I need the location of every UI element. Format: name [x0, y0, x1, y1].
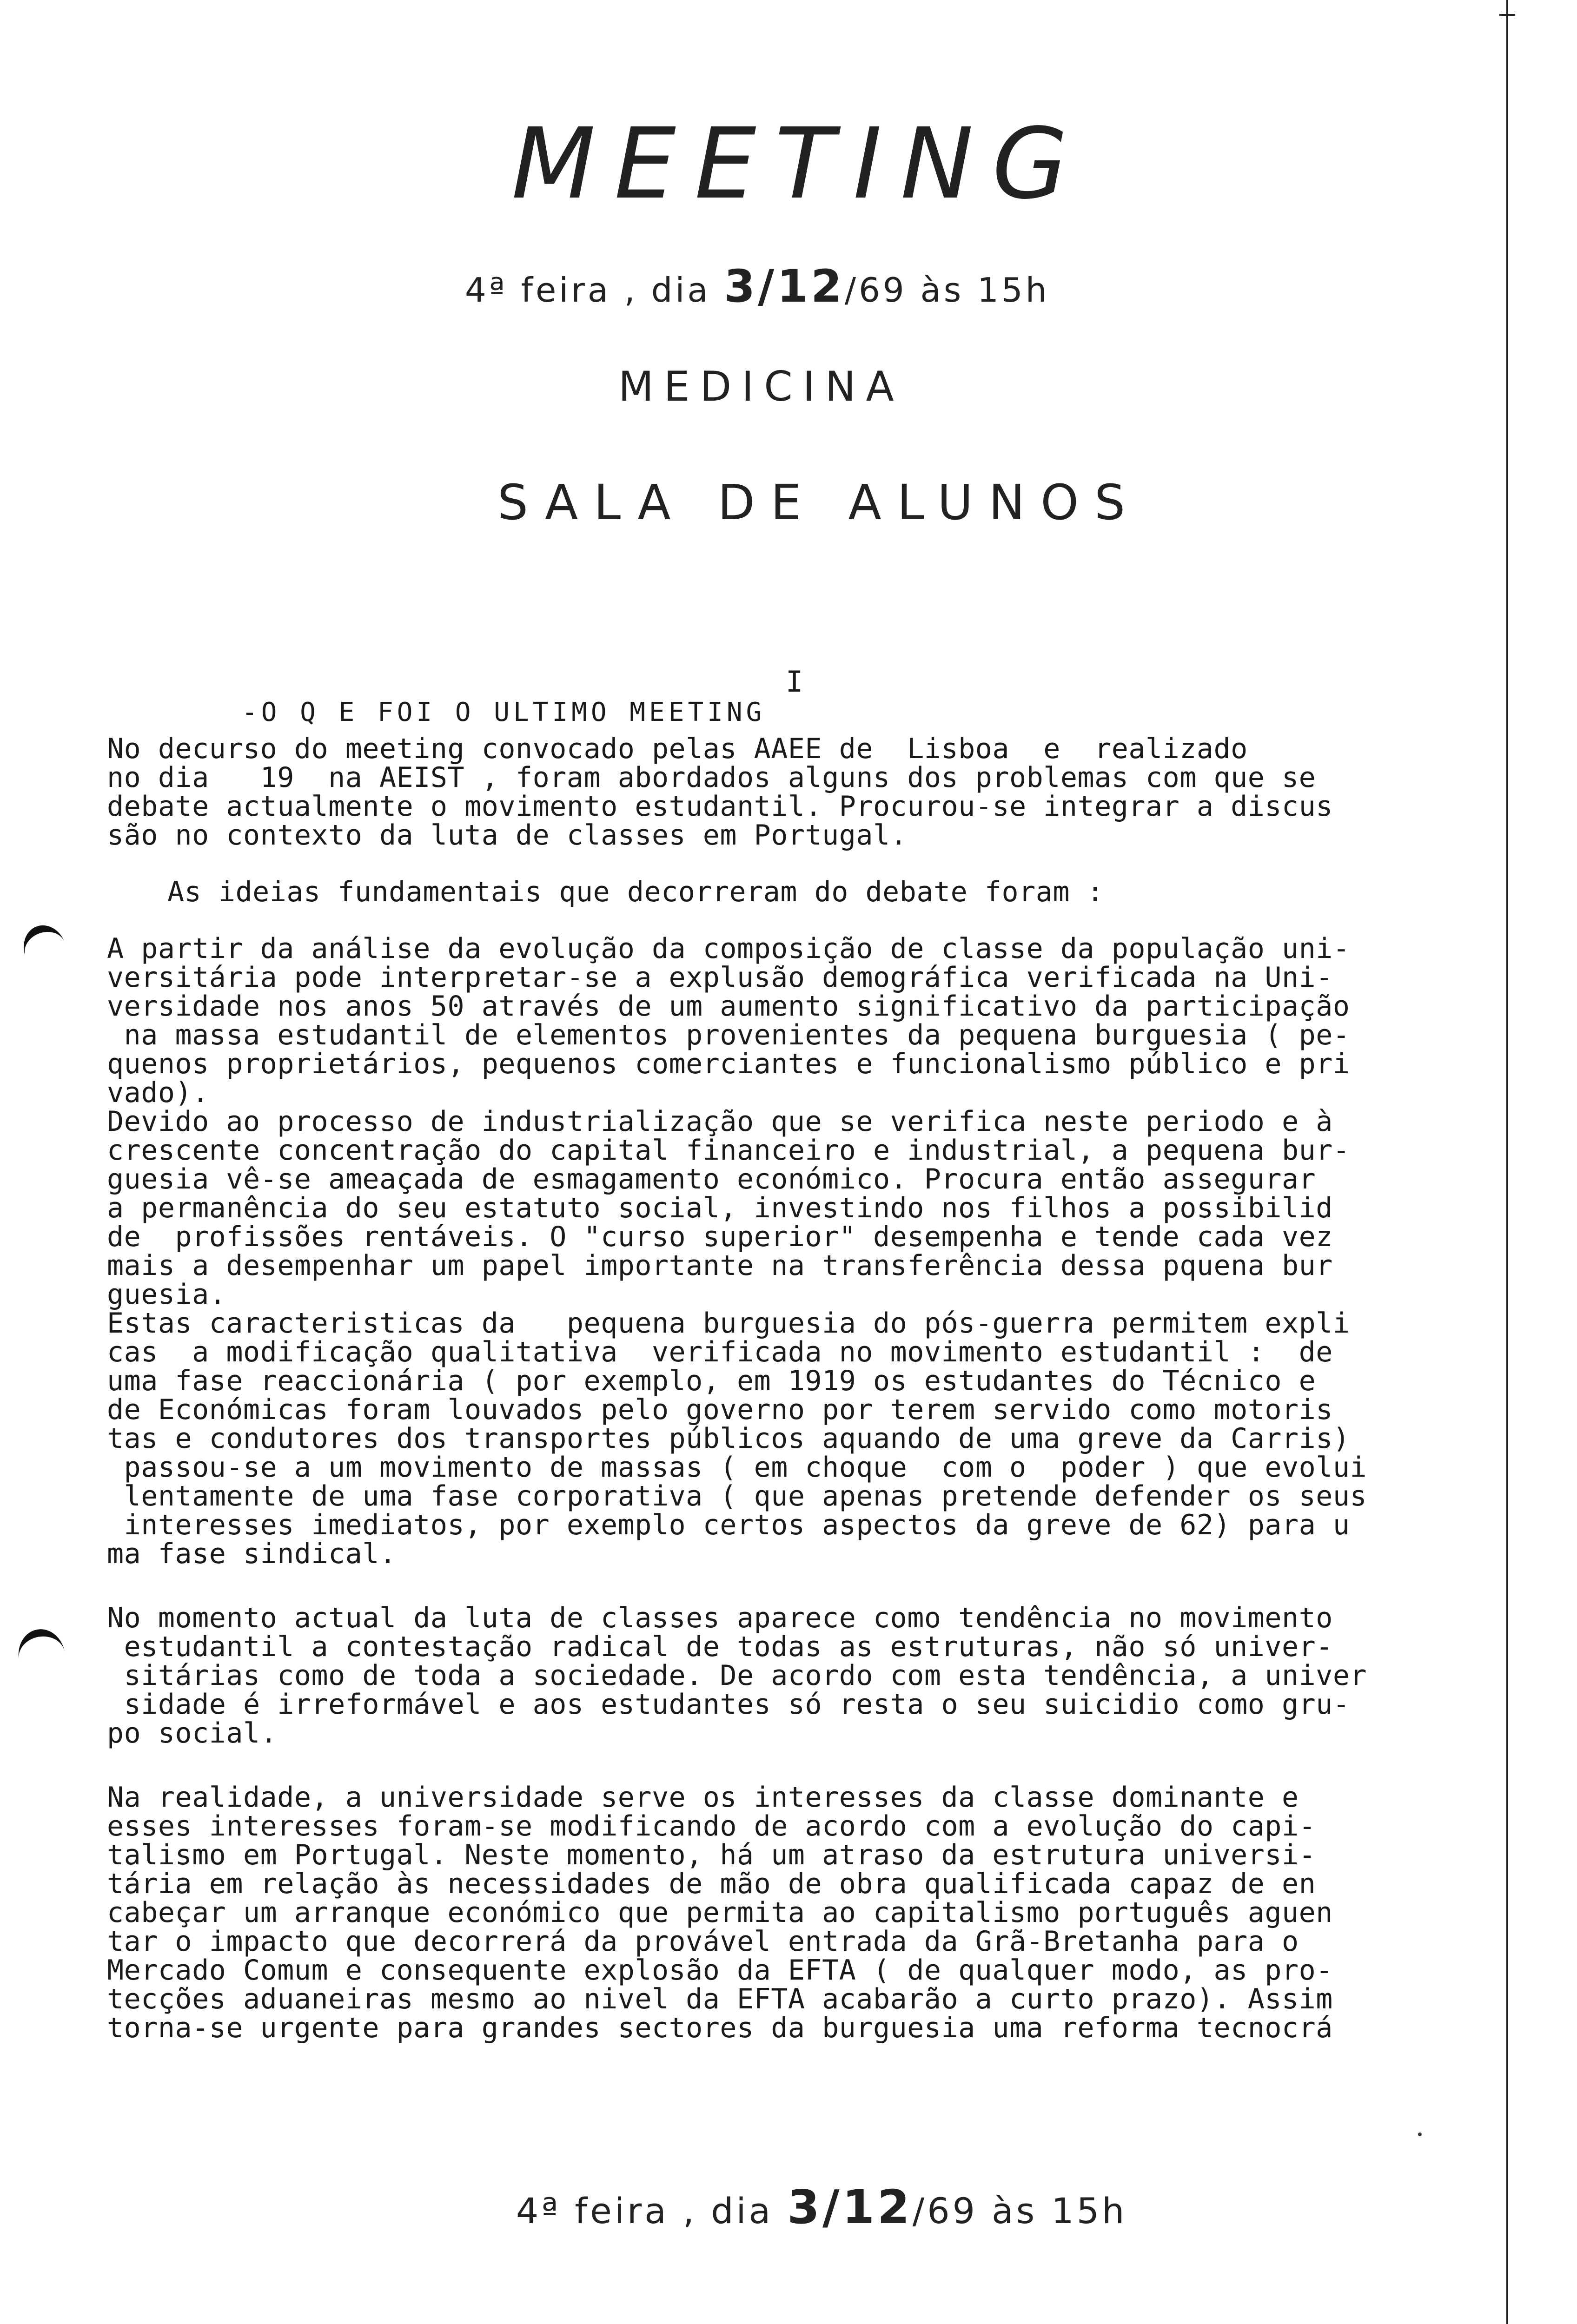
- meeting-faculty: MEDICINA: [618, 363, 904, 410]
- paragraph-2: As ideias fundamentais que decorreram do debate foram :: [167, 876, 1104, 908]
- paragraph-7: Na realidade, a universidade serve os interesses da classe dominante e esses interesses foram-se modificando de acordo com a evolução do capi- talismo em Portugal. Neste momento, há um atraso da estrutura universi- tária em relação às necessidades de mão de obra qualificada capaz de en cabeçar um arranque económico que permita ao capitalismo português aguen tar o impacto que decorrerá da provável entrada da Grã-Bretanha para o Mercado Comum e consequente explosão da EFTA ( de qualquer modo, as pro- tecções aduaneiras mesmo ao nivel da EFTA acabarão a curto prazo). Assim torna-se urgente para grandes sectores da burguesia uma reforma tecnocrá: [107, 1781, 1333, 2044]
- date-suffix: /69 às 15h: [844, 271, 1050, 310]
- page-edge-tick: [1499, 14, 1515, 16]
- stray-ink-mark: [1418, 2133, 1422, 2136]
- footer-date-day-month: 3/12: [787, 2180, 913, 2234]
- date-prefix: 4ª feira , dia: [465, 271, 711, 310]
- paragraph-1: No decurso do meeting convocado pelas AAEE de Lisboa e realizado no dia 19 na AEIST , foram abordados alguns dos problemas com que se debate actualmente o movimento estudantil. Procurou-se integrar a discus são no contexto da luta de classes em Portugal.: [107, 733, 1333, 852]
- date-day-month: 3/12: [724, 260, 845, 312]
- paragraph-5: Estas caracteristicas da pequena burguesia do pós-guerra permitem expli cas a modificação qualitativa verificada no movimento estudantil : de uma fase reaccionária ( por exemplo, em 1919 os estudantes do Técnico e de Económicas foram louvados pelo governo por terem servido como motoris tas e condutores dos transportes públicos aquando de uma greve da Carris) passou-se a um movimento de massas ( em choque com o poder ) que evolui lentamente de uma fase corporativa ( que apenas pretende defender os seus interesses imediatos, por exemplo certos aspectos da greve de 62) para u ma fase sindical.: [107, 1307, 1367, 1570]
- section-heading: -O Q E FOI O ULTIMO MEETING: [242, 697, 766, 727]
- meeting-title: MEETING: [511, 107, 1087, 221]
- document-body: [107, 734, 1474, 2042]
- paragraph-6: No momento actual da luta de classes aparece como tendência no movimento estudantil a contestação radical de todas as estruturas, não só univer- sitárias como de toda a sociedade. De acordo com esta tendência, a univer sidade é irreformável e aos estudantes só resta o seu suicidio como gru- po social.: [107, 1602, 1367, 1750]
- punch-hole-mark-bottom: [14, 1625, 70, 1687]
- punch-hole-mark-top: [17, 919, 73, 980]
- section-number: I: [786, 665, 803, 699]
- page-edge-line: [1506, 0, 1508, 2324]
- meeting-date-line: [465, 260, 1049, 312]
- paragraph-4: Devido ao processo de industrialização que se verifica neste periodo e à crescente concentração do capital financeiro e industrial, a pequena bur- guesia vê-se ameaçada de esmagamento económico. Procura então assegurar a permanência do seu estatuto social, investindo nos filhos a possibilid de profissões rentáveis. O "curso superior" desempenha e tende cada vez mais a desempenhar um papel importante na transferência dessa pquena bur guesia.: [107, 1105, 1350, 1311]
- footer-date-suffix: /69 às 15h: [912, 2190, 1127, 2232]
- footer-date-prefix: 4ª feira , dia: [516, 2190, 774, 2232]
- meeting-room: SALA DE ALUNOS: [497, 474, 1141, 531]
- paragraph-3: A partir da análise da evolução da composição de classe da população uni- versitária pode interpretar-se a explusão demográfica verificada na Uni- versidade nos anos 50 através de um aumento significativo da participação na massa estudantil de elementos provenientes da pequena burguesia ( pe- quenos proprietários, pequenos comerciantes e funcionalismo público e pri vado).: [107, 932, 1350, 1109]
- footer-date-line: [516, 2180, 1127, 2234]
